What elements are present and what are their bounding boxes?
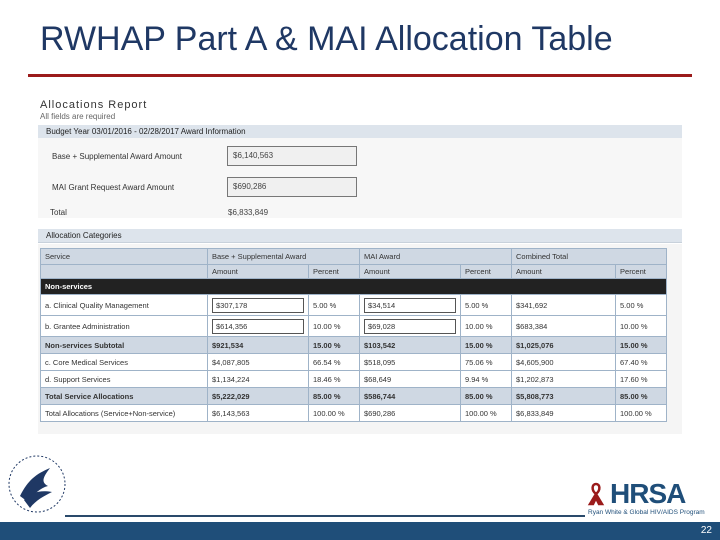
budget-section-body	[38, 138, 682, 218]
allocation-section-header: Allocation Categories	[38, 229, 682, 243]
table-row	[41, 354, 667, 371]
mai-amount-input[interactable]: $34,514	[364, 298, 456, 313]
slide-number: 22	[700, 525, 712, 536]
mai-percent: 85.00 %	[461, 388, 512, 405]
hrsa-wordmark: HRSA	[610, 478, 686, 509]
combined-percent: 5.00 %	[616, 295, 667, 316]
combined-percent: 17.60 %	[616, 371, 667, 388]
title-divider	[28, 74, 692, 77]
base-percent: 5.00 %	[309, 295, 360, 316]
allocations-report	[32, 95, 682, 435]
base-amount: $6,143,563	[208, 405, 309, 422]
table-row	[41, 405, 667, 422]
report-title: Allocations Report	[40, 99, 148, 111]
combined-amount: $4,605,900	[512, 354, 616, 371]
base-percent: 10.00 %	[309, 316, 360, 337]
table-row	[41, 316, 667, 337]
base-percent: 100.00 %	[309, 405, 360, 422]
base-amount: $1,134,224	[208, 371, 309, 388]
nonservices-label: Non-services	[41, 279, 667, 295]
combined-amount: $6,833,849	[512, 405, 616, 422]
slide-title: RWHAP Part A & MAI Allocation Table	[40, 20, 613, 58]
combined-percent: 67.40 %	[616, 354, 667, 371]
service-name: d. Support Services	[41, 371, 208, 388]
mai-percent: 9.94 %	[461, 371, 512, 388]
table-subheader-row	[41, 265, 667, 279]
table-row	[41, 388, 667, 405]
table-header-row	[41, 249, 667, 265]
total-value: $6,833,849	[228, 208, 269, 217]
allocation-table	[40, 248, 667, 422]
base-amount: $921,534	[208, 337, 309, 354]
combined-percent: 100.00 %	[616, 405, 667, 422]
header-amount: Amount	[512, 265, 616, 279]
mai-percent: 75.06 %	[461, 354, 512, 371]
table-row	[41, 295, 667, 316]
table-row	[41, 371, 667, 388]
header-amount: Amount	[360, 265, 461, 279]
header-percent: Percent	[616, 265, 667, 279]
base-percent: 85.00 %	[309, 388, 360, 405]
mai-amount: $103,542	[360, 337, 461, 354]
header-amount: Amount	[208, 265, 309, 279]
base-amount: $4,087,805	[208, 354, 309, 371]
mai-percent: 5.00 %	[461, 295, 512, 316]
ribbon-icon	[584, 482, 608, 506]
mai-percent: 100.00 %	[461, 405, 512, 422]
hhs-seal-icon	[6, 450, 68, 518]
base-percent: 15.00 %	[309, 337, 360, 354]
mai-amount-input[interactable]: $69,028	[364, 319, 456, 334]
footer-divider	[65, 515, 585, 517]
header-mai: MAI Award	[360, 249, 512, 265]
base-award-label: Base + Supplemental Award Amount	[52, 152, 182, 161]
table-row	[41, 337, 667, 354]
service-name: a. Clinical Quality Management	[41, 295, 208, 316]
service-name: c. Core Medical Services	[41, 354, 208, 371]
combined-amount: $1,202,873	[512, 371, 616, 388]
header-percent: Percent	[461, 265, 512, 279]
combined-percent: 15.00 %	[616, 337, 667, 354]
service-name: Total Service Allocations	[41, 388, 208, 405]
footer-bar	[0, 522, 720, 540]
combined-percent: 85.00 %	[616, 388, 667, 405]
mai-percent: 15.00 %	[461, 337, 512, 354]
mai-amount: $518,095	[360, 354, 461, 371]
mai-amount: $586,744	[360, 388, 461, 405]
combined-percent: 10.00 %	[616, 316, 667, 337]
mai-award-input[interactable]: $690,286	[227, 177, 357, 197]
combined-amount: $1,025,076	[512, 337, 616, 354]
service-name: b. Grantee Administration	[41, 316, 208, 337]
header-percent: Percent	[309, 265, 360, 279]
header-base: Base + Supplemental Award	[208, 249, 360, 265]
total-label: Total	[50, 208, 67, 217]
combined-amount: $341,692	[512, 295, 616, 316]
mai-amount: $690,286	[360, 405, 461, 422]
hrsa-logo	[582, 478, 716, 520]
service-name: Non-services Subtotal	[41, 337, 208, 354]
program-name: Ryan White & Global HIV/AIDS Program	[588, 509, 705, 516]
base-award-input[interactable]: $6,140,563	[227, 146, 357, 166]
nonservices-group-row	[41, 279, 667, 295]
combined-amount: $683,384	[512, 316, 616, 337]
base-percent: 18.46 %	[309, 371, 360, 388]
mai-amount: $68,649	[360, 371, 461, 388]
base-amount-input[interactable]: $614,356	[212, 319, 304, 334]
mai-percent: 10.00 %	[461, 316, 512, 337]
combined-amount: $5,808,773	[512, 388, 616, 405]
service-name: Total Allocations (Service+Non-service)	[41, 405, 208, 422]
mai-award-label: MAI Grant Request Award Amount	[52, 183, 175, 192]
base-amount: $5,222,029	[208, 388, 309, 405]
report-subtitle: All fields are required	[40, 112, 116, 121]
budget-section-header: Budget Year 03/01/2016 - 02/28/2017 Award Information	[38, 125, 682, 139]
base-percent: 66.54 %	[309, 354, 360, 371]
header-service: Service	[41, 249, 208, 265]
base-amount-input[interactable]: $307,178	[212, 298, 304, 313]
header-combined: Combined Total	[512, 249, 667, 265]
